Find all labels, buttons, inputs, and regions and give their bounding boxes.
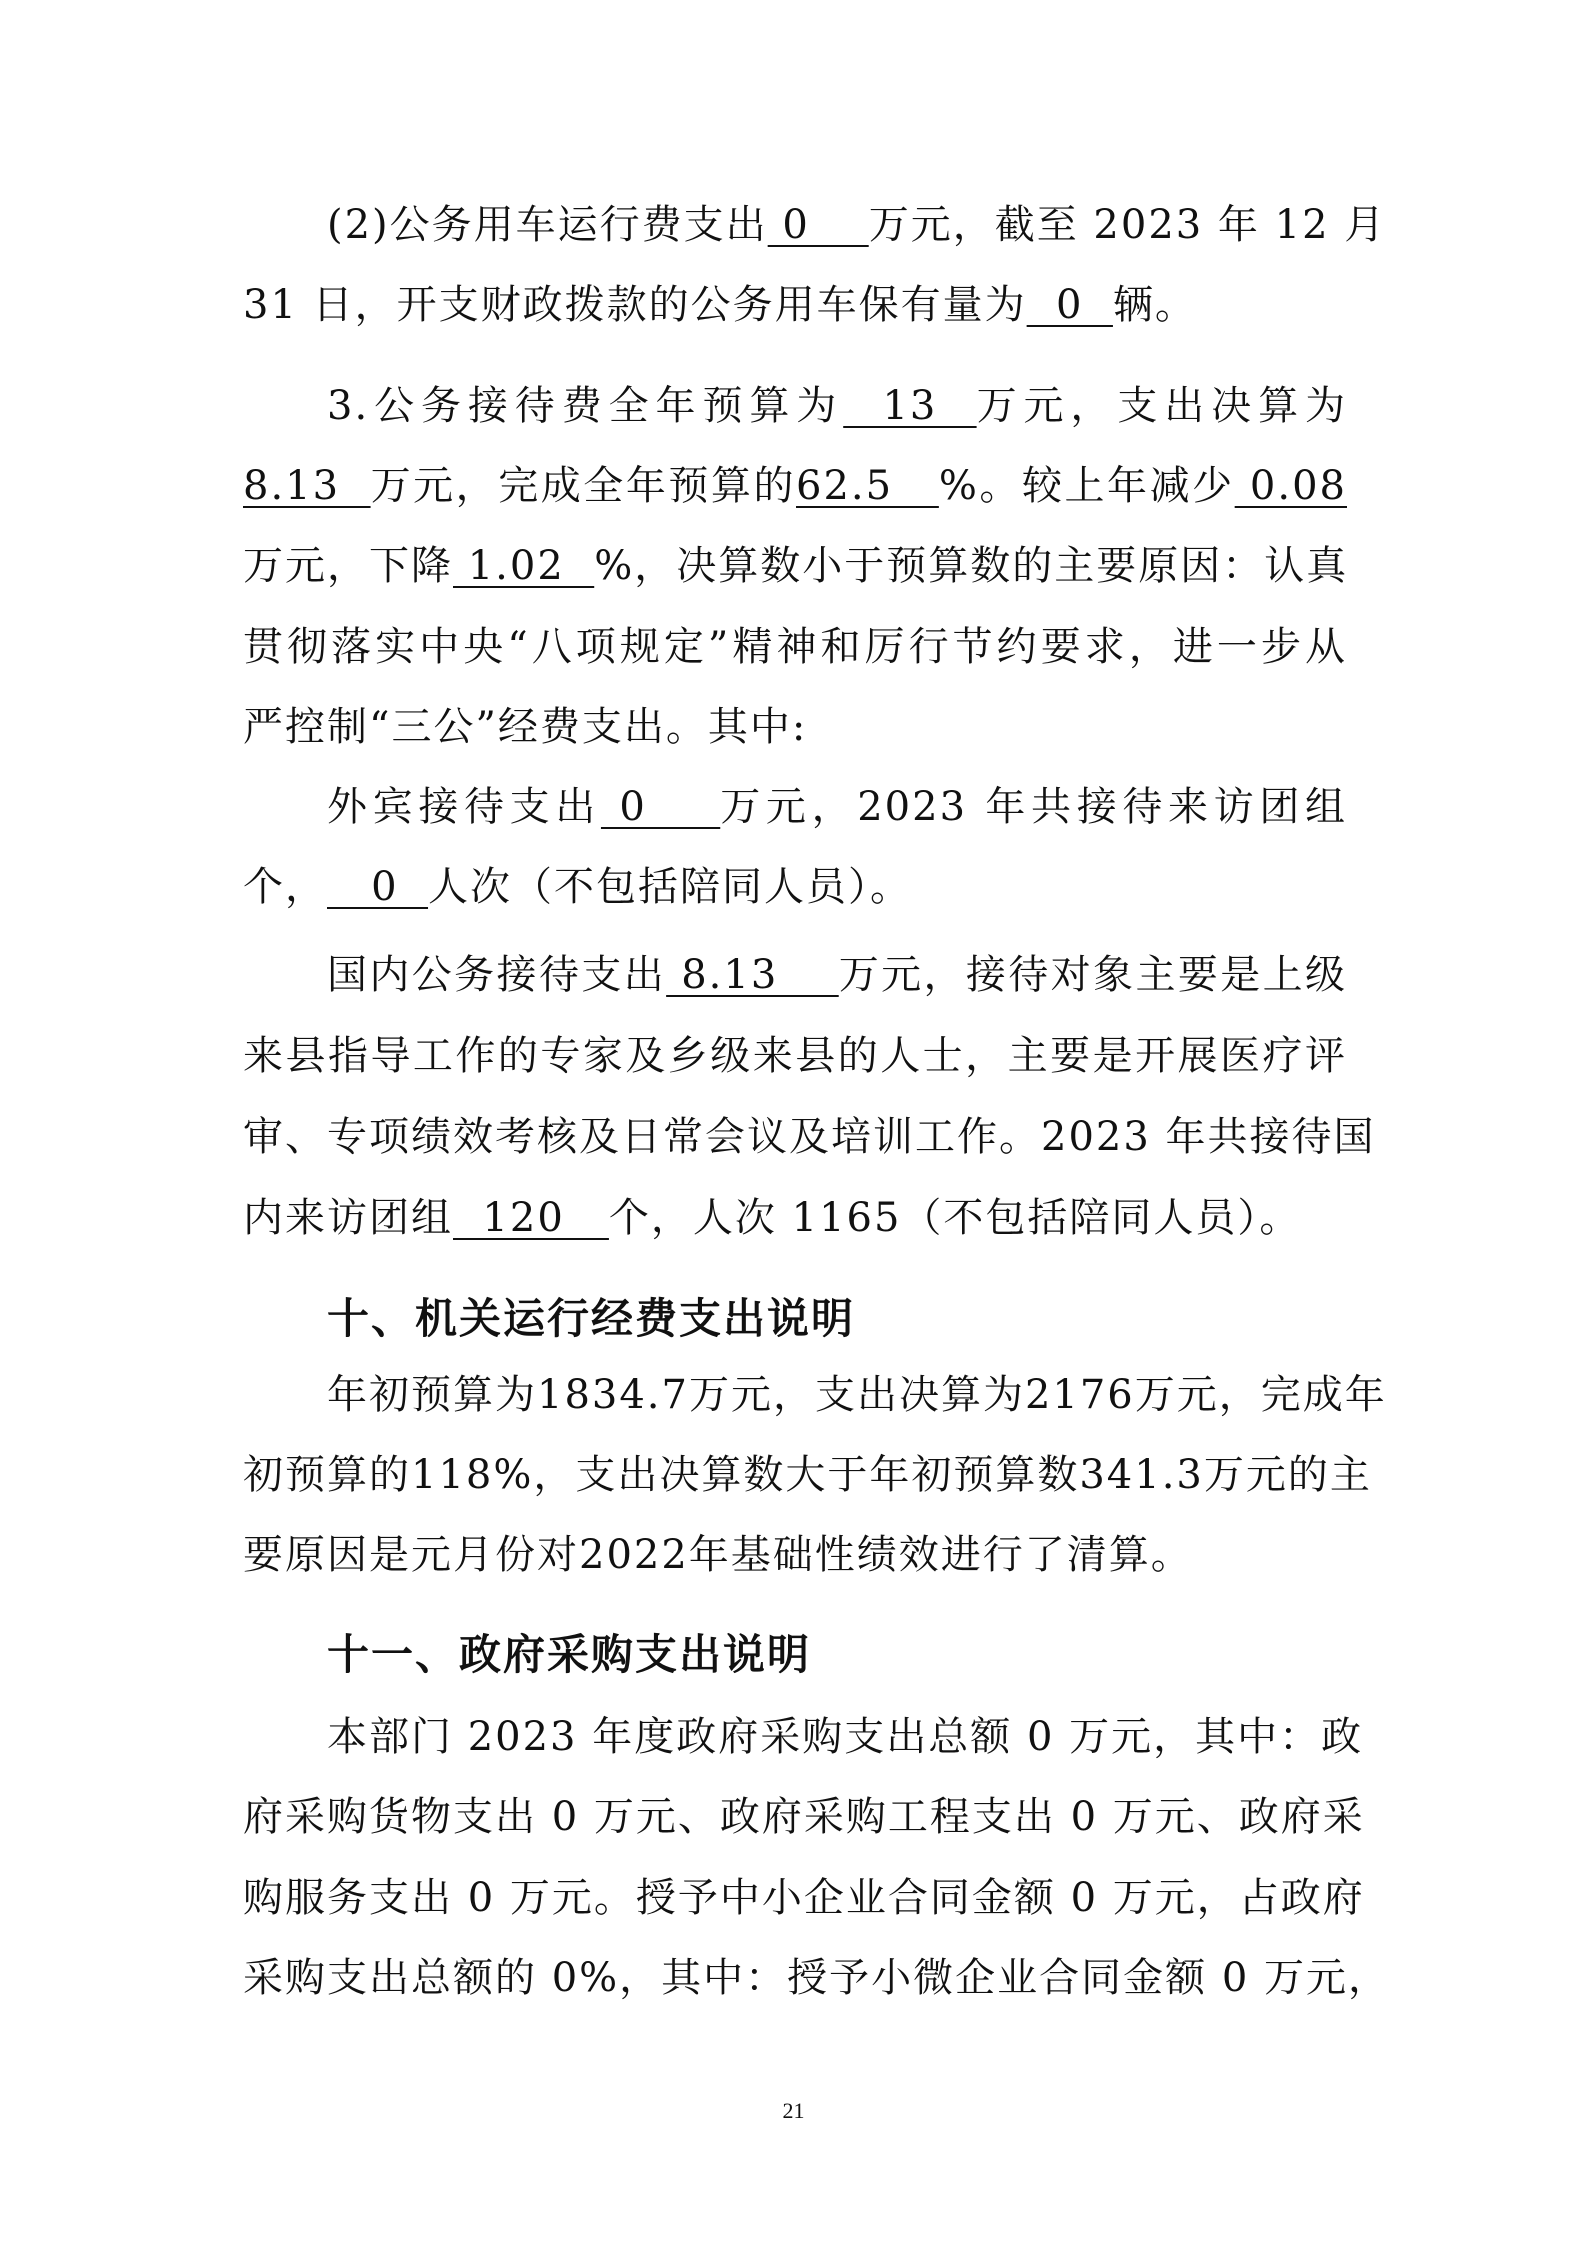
filled-value: 62.5 — [796, 463, 939, 509]
filled-value: 0 — [600, 784, 721, 830]
para-procurement-line-1: 本部门 2023 年度政府采购支出总额 0 万元，其中：政 — [327, 1714, 1364, 1760]
filled-value: 0 — [327, 864, 429, 910]
para-domestic-line-1 — [327, 952, 1348, 998]
text: 外宾接待支出 — [327, 784, 601, 830]
para-domestic-line-3: 审、专项绩效考核及日常会议及培训工作。2023 年共接待国 — [243, 1114, 1376, 1160]
para-procurement-line-4: 采购支出总额的 0%，其中：授予小微企业合同金额 0 万元， — [243, 1955, 1391, 2001]
para-operating-line-1: 年初预算为1834.7万元，支出决算为2176万元，完成年 — [327, 1372, 1387, 1418]
para-foreign-line-1 — [327, 784, 1348, 830]
text: 万元，2023 年共接待来访团组 — [720, 784, 1348, 830]
section-heading-11: 十一、政府采购支出说明 — [327, 1630, 812, 1679]
para-domestic-line-4 — [243, 1195, 1302, 1241]
filled-value: 13 — [843, 383, 977, 429]
text: 个，人次 1165（不包括陪同人员）。 — [608, 1195, 1302, 1241]
para-vehicle-line-2 — [243, 282, 1197, 328]
para-reception-line-2 — [243, 463, 1347, 509]
text: %，决算数小于预算数的主要原因：认真 — [594, 543, 1349, 589]
para-foreign-line-2 — [243, 864, 913, 910]
text: %。较上年减少 — [938, 463, 1235, 509]
filled-value: 8.13 — [243, 463, 371, 509]
filled-value: 0 — [1026, 282, 1113, 328]
para-reception-line-4: 贯彻落实中央“八项规定”精神和厉行节约要求，进一步从 — [243, 624, 1347, 670]
filled-value: 0.08 — [1234, 463, 1347, 509]
para-procurement-line-2: 府采购货物支出 0 万元、政府采购工程支出 0 万元、政府采 — [243, 1794, 1365, 1840]
para-reception-line-5: 严控制“三公”经费支出。其中: — [243, 704, 808, 750]
text: 人次（不包括陪同人员）。 — [428, 864, 913, 910]
text: 万元，接待对象主要是上级 — [838, 952, 1348, 998]
text: 3.公务接待费全年预算为 — [327, 383, 844, 429]
text: 内来访团组 — [243, 1195, 453, 1241]
text: 31 日，开支财政拨款的公务用车保有量为 — [243, 282, 1027, 328]
text: 万元，截至 2023 年 12 月 — [868, 202, 1387, 248]
para-operating-line-2: 初预算的118%，支出决算数大于年初预算数341.3万元的主 — [243, 1452, 1372, 1498]
section-heading-10: 十、机关运行经费支出说明 — [327, 1294, 856, 1343]
filled-value: 0 — [767, 202, 869, 248]
para-domestic-line-2: 来县指导工作的专家及乡级来县的人士，主要是开展医疗评 — [243, 1033, 1347, 1079]
para-reception-line-1 — [327, 383, 1347, 429]
filled-value: 8.13 — [666, 952, 839, 998]
para-operating-line-3: 要原因是元月份对2022年基础性绩效进行了清算。 — [243, 1532, 1193, 1578]
text: 万元，支出决算为 — [976, 383, 1347, 429]
text: 万元，下降 — [243, 543, 453, 589]
para-procurement-line-3: 购服务支出 0 万元。授予中小企业合同金额 0 万元，占政府 — [243, 1875, 1365, 1921]
filled-value: 1.02 — [453, 543, 595, 589]
text: (2)公务用车运行费支出 — [327, 202, 768, 248]
page-number: 21 — [782, 2098, 805, 2123]
text: 国内公务接待支出 — [327, 952, 667, 998]
para-vehicle-line-1 — [327, 202, 1387, 248]
text: 辆。 — [1112, 282, 1197, 328]
para-reception-line-3 — [243, 543, 1349, 589]
text: 万元，完成全年预算的 — [370, 463, 797, 509]
filled-value: 120 — [453, 1195, 609, 1241]
text: 个， — [243, 864, 327, 910]
